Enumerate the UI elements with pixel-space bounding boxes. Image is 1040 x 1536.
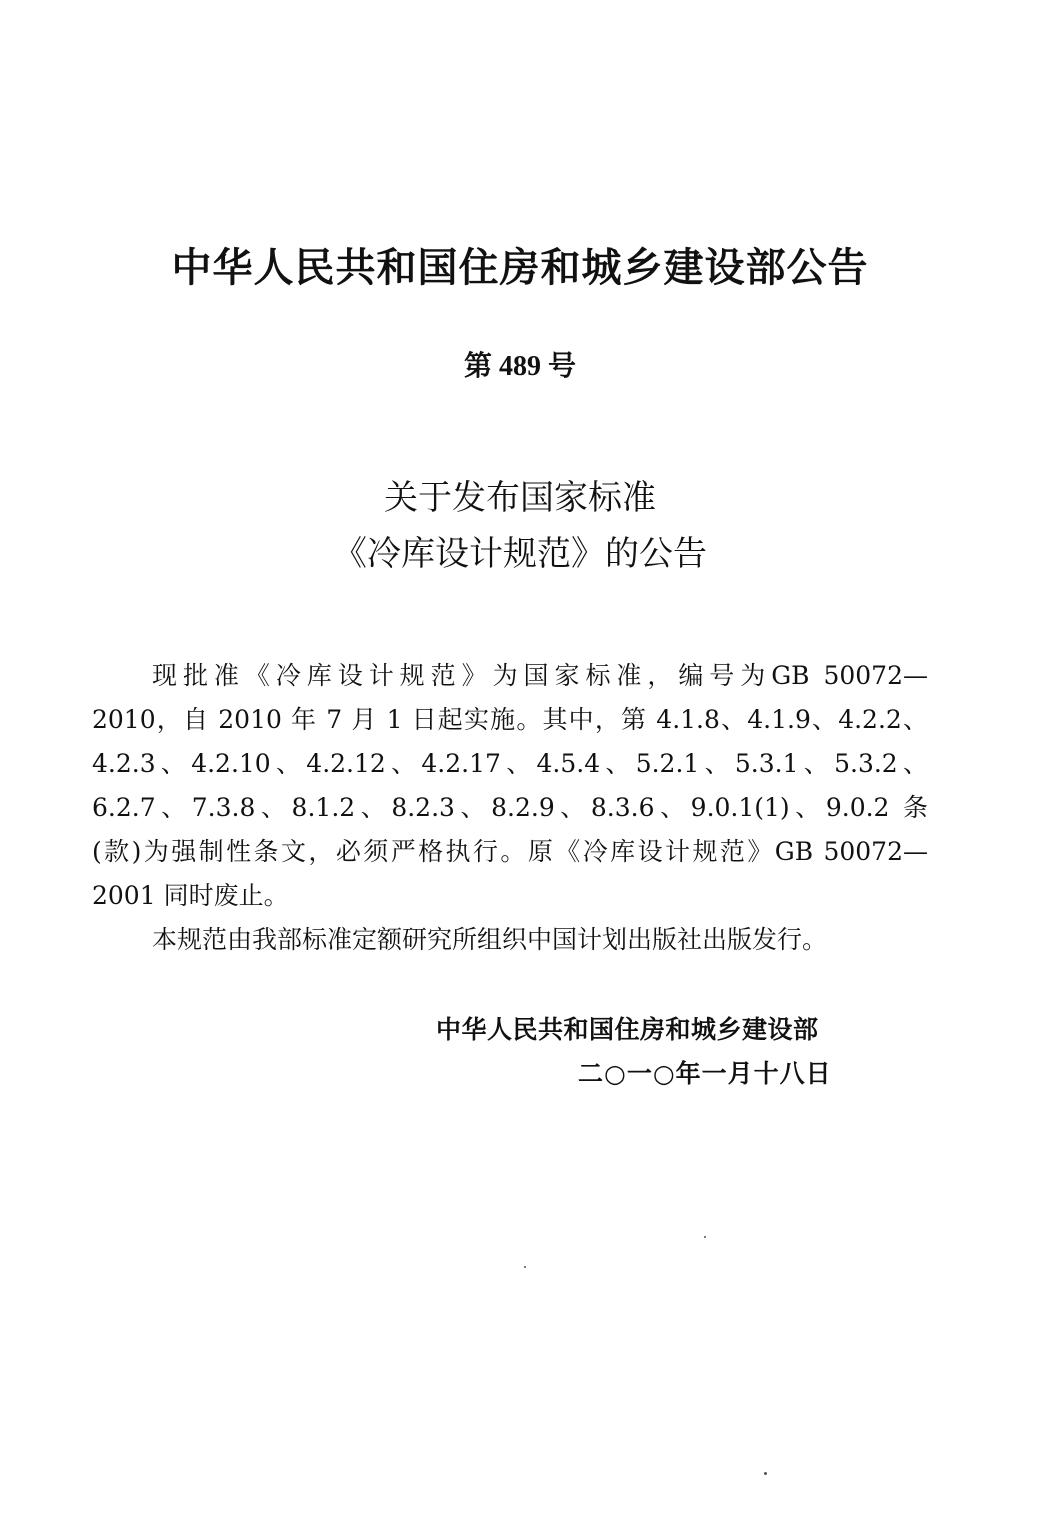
subject-line-2: 《冷库设计规范》的公告 — [333, 534, 707, 574]
body-line: 6.2.7、7.3.8、8.1.2、8.2.3、8.2.9、8.3.6、9.0.1(1)、9.0.2 条 — [92, 793, 928, 822]
scan-speck — [524, 1266, 526, 1268]
body-line: (款)为强制性条文，必须严格执行。原《冷库设计规范》GB 50072— — [92, 837, 928, 866]
body-line: 现批准《冷库设计规范》为国家标准，编号为GB 50072— — [152, 661, 928, 690]
announcement-number: 第 489 号 — [463, 351, 576, 382]
issuing-organization: 中华人民共和国住房和城乡建设部 — [436, 1015, 819, 1044]
announcement-title: 中华人民共和国住房和城乡建设部公告 — [171, 245, 869, 291]
subject-line-1: 关于发布国家标准 — [384, 478, 656, 518]
body-line: 本规范由我部标准定额研究所组织中国计划出版社出版发行。 — [152, 925, 828, 954]
issue-date: 二○一○年一月十八日 — [578, 1059, 832, 1088]
body-line: 2010，自 2010 年 7 月 1 日起实施。其中，第 4.1.8、4.1.9、4.2.2、 — [92, 705, 928, 734]
scan-speck — [704, 1236, 706, 1238]
body-line: 2001 同时废止。 — [92, 881, 289, 910]
body-line: 4.2.3、4.2.10、4.2.12、4.2.17、4.5.4、5.2.1、5.3.1、5.3.2、 — [92, 749, 928, 778]
scan-speck — [764, 1472, 767, 1475]
